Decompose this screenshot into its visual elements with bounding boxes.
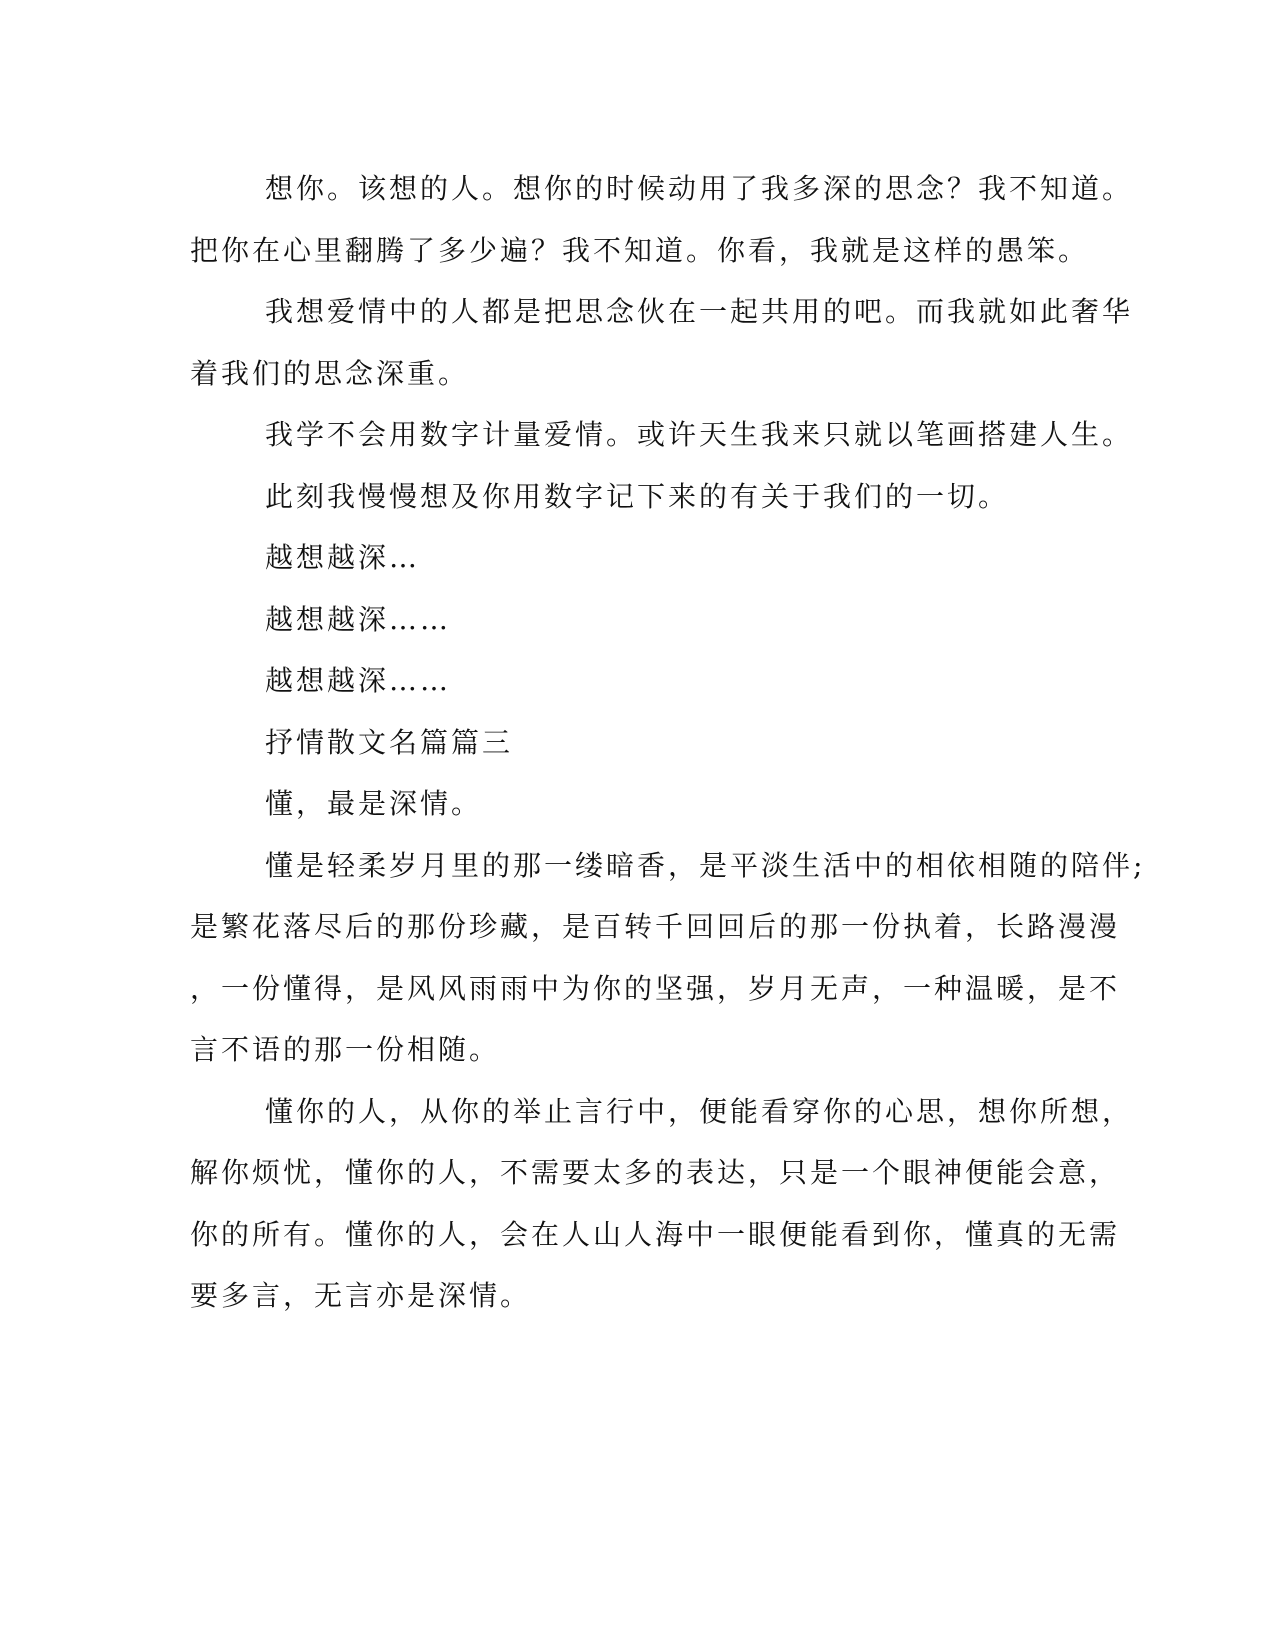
document-body xyxy=(190,158,1146,1327)
paragraph-line: 懂你的人，从你的举止言行中，便能看穿你的心思，想你所想， xyxy=(265,1094,1134,1128)
paragraph-line: ，一份懂得，是风风雨雨中为你的坚强，岁月无声，一种温暖，是不 xyxy=(190,971,1121,1005)
paragraph-line: 我学不会用数字计量爱情。或许天生我来只就以笔画搭建人生。 xyxy=(265,418,1134,451)
paragraph-line: 把你在心里翻腾了多少遍？我不知道。你看，我就是这样的愚笨。 xyxy=(190,233,1090,267)
paragraph-line: 言不语的那一份相随。 xyxy=(190,1033,501,1066)
paragraph-line: 着我们的思念深重。 xyxy=(190,356,470,390)
paragraph-line: 要多言，无言亦是深情。 xyxy=(190,1279,532,1312)
section-heading: 抒情散文名篇篇三 xyxy=(265,725,514,759)
paragraph-line: 懂是轻柔岁月里的那一缕暗香，是平淡生活中的相依相随的陪伴; xyxy=(265,848,1146,882)
paragraph-line: 想你。该想的人。想你的时候动用了我多深的思念？我不知道。 xyxy=(265,172,1134,205)
paragraph-line: 越想越深…… xyxy=(265,602,452,636)
paragraph-line: 越想越深…… xyxy=(265,664,452,697)
paragraph-line: 此刻我慢慢想及你用数字记下来的有关于我们的一切。 xyxy=(265,479,1010,513)
paragraph-line: 懂，最是深情。 xyxy=(265,787,483,820)
paragraph-line: 是繁花落尽后的那份珍藏，是百转千回回后的那一份执着，长路漫漫 xyxy=(190,910,1121,943)
paragraph-line: 解你烦忧，懂你的人，不需要太多的表达，只是一个眼神便能会意， xyxy=(190,1156,1121,1189)
paragraph-line: 你的所有。懂你的人，会在人山人海中一眼便能看到你，懂真的无需 xyxy=(190,1217,1121,1251)
paragraph-line: 我想爱情中的人都是把思念伙在一起共用的吧。而我就如此奢华 xyxy=(265,295,1134,328)
paragraph-line: 越想越深… xyxy=(265,541,421,574)
